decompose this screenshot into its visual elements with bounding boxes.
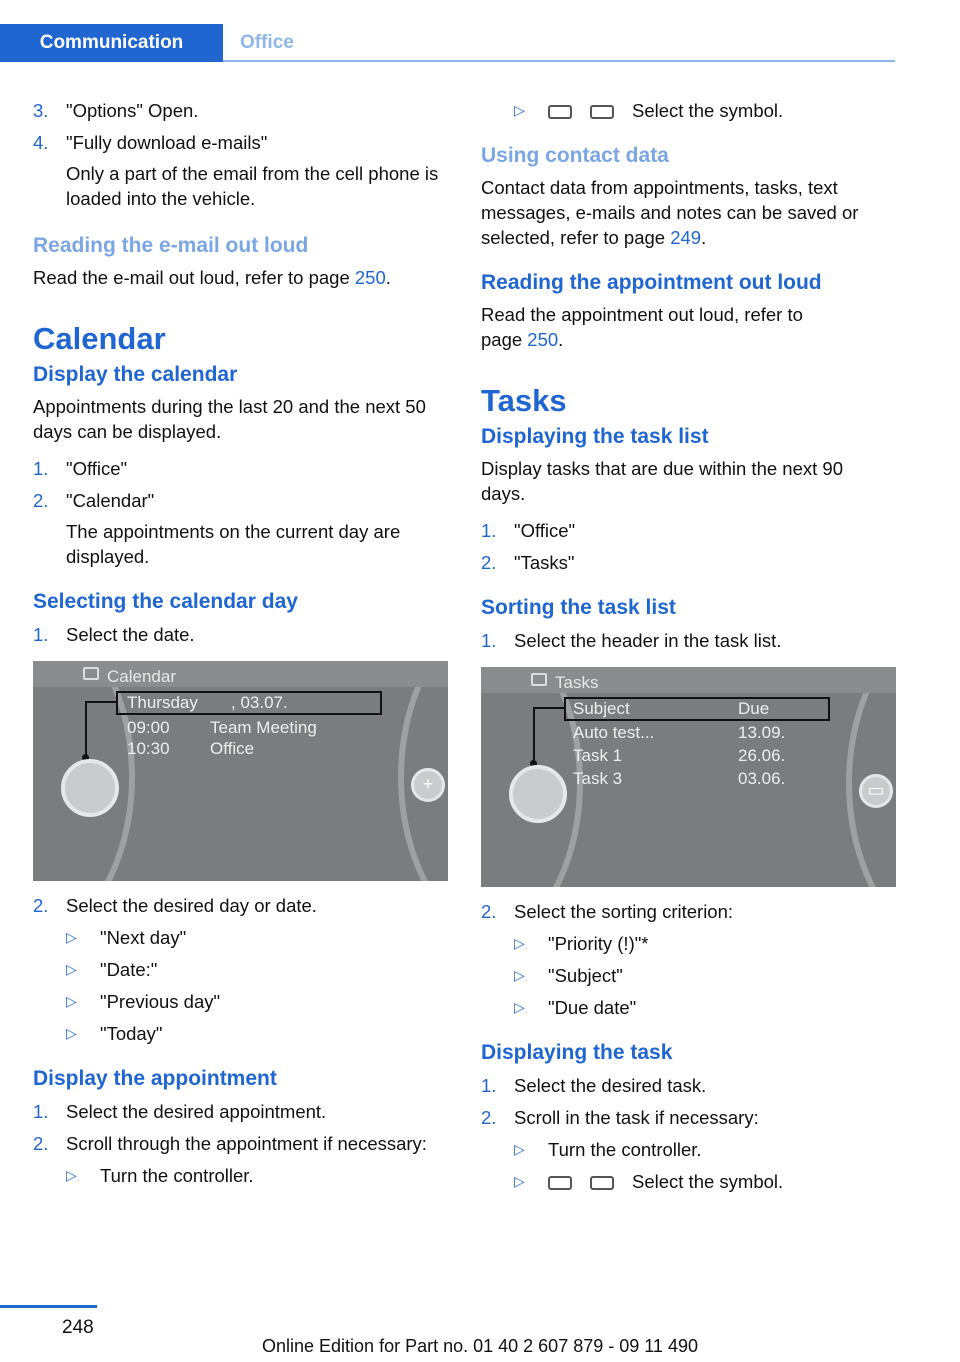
step-text: Select the desired day or date.: [66, 895, 317, 916]
paragraph-text: Read the e-mail out loud, refer to page: [33, 267, 355, 288]
list-item: [481, 518, 896, 543]
screen-title: Calendar: [107, 667, 176, 686]
column-header: Due: [738, 699, 770, 718]
page-link[interactable]: 249: [670, 227, 702, 248]
symbol-line: [548, 98, 783, 123]
screen-time: 09:00: [127, 718, 170, 737]
heading-display-task: Displaying the task: [481, 1041, 673, 1064]
step-number: 1.: [481, 1075, 497, 1096]
list-item: [481, 899, 896, 924]
calendar-icon: [83, 667, 99, 680]
sub-item: [514, 995, 896, 1020]
column-header: Subject: [573, 699, 630, 718]
arrow-icon: ▷: [514, 1141, 525, 1157]
arrow-icon: ▷: [66, 929, 77, 945]
callout-line: [85, 701, 117, 703]
step-text: Select the date.: [66, 624, 195, 645]
step-number: 1.: [33, 624, 49, 645]
step-text: "Calendar": [66, 490, 155, 511]
list-item: [33, 622, 453, 647]
tasks-icon: [531, 673, 547, 686]
callout-line: [533, 707, 565, 709]
heading-display-appointment: Display the appointment: [33, 1067, 277, 1090]
sub-item: [66, 1163, 453, 1188]
calendar-screenshot: [33, 661, 448, 881]
task-subject: Auto test...: [573, 723, 655, 742]
plus-icon: +: [411, 768, 445, 802]
step-text: Scroll in the task if necessary:: [514, 1107, 759, 1128]
step-text: Select the header in the task list.: [514, 630, 782, 651]
option-text: "Subject": [548, 965, 623, 986]
paragraph: [481, 302, 841, 352]
sub-item: [66, 989, 453, 1014]
sub-item: [514, 1137, 896, 1162]
page-number: 248: [62, 1317, 94, 1338]
screen-date: , 03.07.: [231, 693, 288, 712]
step-number: 1.: [33, 1101, 49, 1122]
step-text: Select the sorting criterion:: [514, 901, 734, 922]
sub-item: [514, 1169, 896, 1194]
list-item: [33, 130, 453, 155]
step-number: 2.: [33, 895, 49, 916]
page-header: [0, 0, 960, 62]
paragraph: Display tasks that are due within the next 90 days.: [481, 458, 843, 504]
sub-item: [514, 931, 896, 956]
section-title-calendar: Calendar: [33, 321, 166, 356]
heading-reading-appointment: Reading the appointment out loud: [481, 271, 822, 294]
memo-icon: [548, 1176, 572, 1190]
heading-contact-data: Using contact data: [481, 144, 669, 167]
arrow-icon: ▷: [514, 999, 525, 1015]
page-link[interactable]: 250: [527, 329, 559, 350]
left-column: [33, 98, 453, 1188]
option-text: Select the symbol.: [632, 100, 784, 121]
sub-item: [66, 1021, 453, 1046]
screen-title-bar: [481, 667, 896, 693]
arrow-icon: ▷: [66, 1025, 77, 1041]
heading-reading-email: Reading the e-mail out loud: [33, 234, 309, 257]
arrow-icon: ▷: [514, 935, 525, 951]
right-column: [481, 98, 896, 1194]
step-note: Only a part of the email from the cell phone is loaded into the vehicle.: [66, 163, 439, 209]
list-item: [33, 488, 453, 513]
option-text: "Date:": [100, 959, 158, 980]
option-text: "Due date": [548, 997, 637, 1018]
step-text: "Options" Open.: [66, 100, 199, 121]
step-number: 2.: [481, 901, 497, 922]
arrow-icon: ▷: [66, 1167, 77, 1183]
page-link[interactable]: 250: [354, 267, 386, 288]
paragraph: Appointments during the last 20 and the next 50 days can be displayed.: [33, 396, 426, 442]
memo-arrow-icon: [590, 105, 614, 119]
callout-line: [533, 707, 535, 763]
option-text: "Next day": [100, 927, 187, 948]
step-number: 2.: [33, 1133, 49, 1154]
step-text: "Office": [514, 520, 576, 541]
memo-arrow-icon: [590, 1176, 614, 1190]
option-text: "Today": [100, 1023, 163, 1044]
paragraph-tail: .: [701, 227, 707, 248]
callout-line: [85, 701, 87, 757]
step-text: "Office": [66, 458, 128, 479]
sub-item: [514, 963, 896, 988]
option-text: Turn the controller.: [100, 1165, 254, 1186]
paragraph-tail: .: [385, 267, 391, 288]
task-due: 03.06.: [738, 769, 786, 788]
screen-entry: Team Meeting: [210, 718, 317, 737]
step-list: [33, 456, 453, 569]
arrow-icon: ▷: [66, 961, 77, 977]
step-number: 1.: [33, 458, 49, 479]
task-due: 13.09.: [738, 723, 786, 742]
step-text: "Tasks": [514, 552, 575, 573]
footer-divider: [0, 1305, 97, 1308]
step-text: "Fully download e-mails": [66, 132, 268, 153]
heading-task-list: Displaying the task list: [481, 425, 709, 448]
section-title-tasks: Tasks: [481, 383, 567, 418]
header-divider: [223, 60, 895, 62]
screen-day: Thursday: [127, 693, 198, 712]
list-item: [481, 1105, 896, 1130]
option-text: Turn the controller.: [548, 1139, 702, 1160]
tasks-screenshot: [481, 667, 896, 887]
paragraph-tail: .: [558, 329, 564, 350]
controller-knob: [509, 765, 567, 823]
step-text: Select the desired task.: [514, 1075, 707, 1096]
paragraph: [33, 265, 453, 290]
sub-item: [66, 925, 453, 950]
screen-title: Tasks: [555, 673, 599, 692]
screen-entry: Office: [210, 739, 255, 758]
arrow-icon: ▷: [66, 993, 77, 1009]
heading-sorting: Sorting the task list: [481, 596, 676, 619]
list-item: [33, 893, 453, 918]
step-note: The appointments on the current day are displayed.: [66, 521, 401, 567]
step-number: 3.: [33, 100, 49, 121]
step-number: 2.: [481, 1107, 497, 1128]
task-subject: Task 3: [573, 769, 623, 788]
option-text: Select the symbol.: [632, 1171, 784, 1192]
heading-display-calendar: Display the calendar: [33, 363, 238, 386]
memo-icon: [548, 105, 572, 119]
tab-office[interactable]: Office: [240, 32, 294, 53]
list-item: [33, 1131, 453, 1156]
step-text: Scroll through the appointment if necessary:: [66, 1133, 427, 1154]
list-item: [33, 98, 453, 123]
footer-edition: Online Edition for Part no. 01 40 2 607 879 - 09 11 490: [262, 1336, 698, 1356]
screen-time: 10:30: [127, 739, 170, 758]
tab-communication[interactable]: Communication: [0, 24, 223, 62]
arrow-icon: ▷: [514, 102, 525, 118]
paragraph-text: Read the appointment out loud, refer to page: [481, 304, 803, 350]
list-item: [481, 1073, 896, 1098]
paragraph: [481, 175, 896, 250]
step-number: 2.: [481, 552, 497, 573]
list-item: [33, 1099, 453, 1124]
task-subject: Task 1: [573, 746, 623, 765]
list-item: [481, 628, 896, 653]
screen-title-bar: [33, 661, 448, 687]
sub-item: [514, 98, 896, 123]
arrow-icon: ▷: [514, 967, 525, 983]
step-number: 2.: [33, 490, 49, 511]
paragraph-text: Contact data from appointments, tasks, text messages, e-mails and notes can be saved or selected, refer to page: [481, 177, 859, 248]
list-item: [481, 550, 896, 575]
symbol-line: [548, 1169, 783, 1194]
arrow-icon: ▷: [514, 1173, 525, 1189]
step-number: 1.: [481, 520, 497, 541]
sub-item: [66, 957, 453, 982]
option-text: "Previous day": [100, 991, 221, 1012]
step-number: 1.: [481, 630, 497, 651]
options-icon: ▭: [859, 774, 893, 808]
task-due: 26.06.: [738, 746, 786, 765]
list-item: [33, 456, 453, 481]
heading-select-day: Selecting the calendar day: [33, 590, 298, 613]
step-list: [481, 518, 896, 575]
step-text: Select the desired appointment.: [66, 1101, 327, 1122]
option-text: "Priority (!)"*: [548, 933, 649, 954]
controller-knob: [61, 759, 119, 817]
step-number: 4.: [33, 132, 49, 153]
